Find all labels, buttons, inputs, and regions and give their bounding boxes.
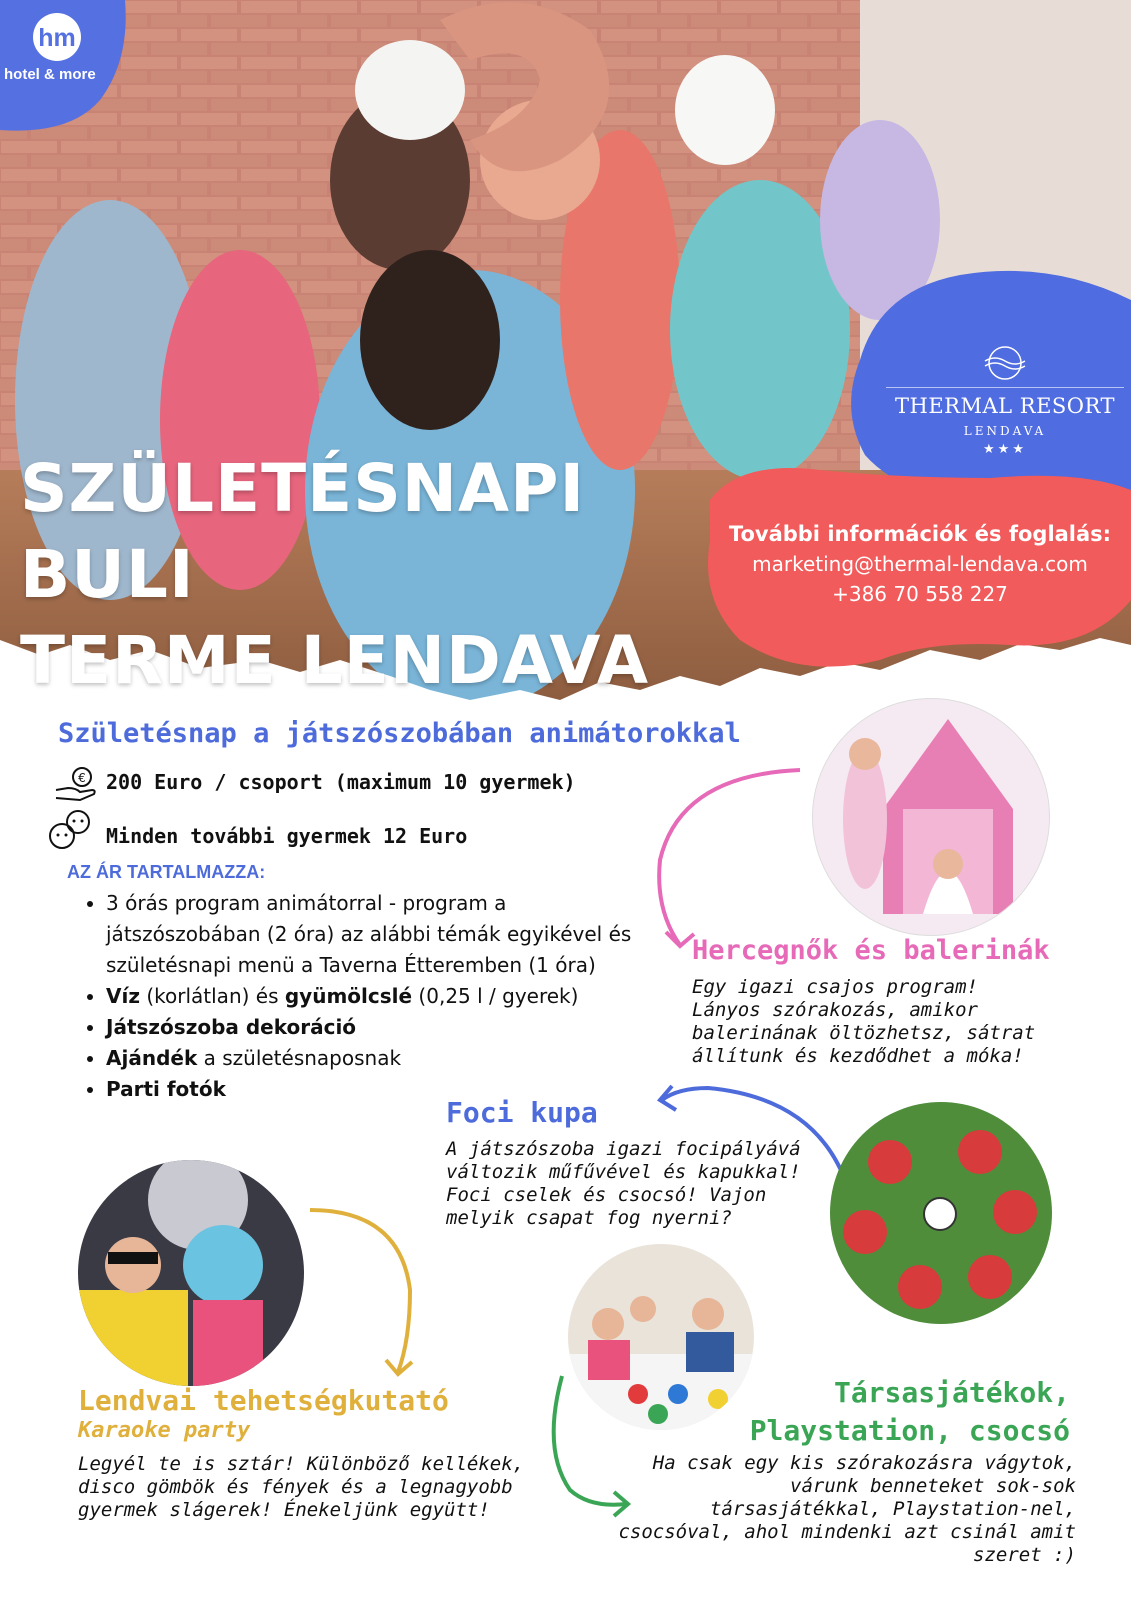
games-desc: Ha csak egy kis szórakozásra vágytok, várunk benneteket sok-sok társasjátékkal, Playstation-nel, csocsóval, ahol mindenki azt csinál amit szeret :) [618,1452,1076,1566]
karaoke-title: Lendvai tehetségkutató [78,1384,449,1417]
games-title-line-1: Társasjátékok, [833,1376,1070,1409]
waves-icon [975,345,1035,381]
football-desc: A játszószoba igazi focipályává változik műfűvével és kapukkal! Foci cselek és csocsó! Vajon melyik csapat fog nyerni? [446,1138,801,1229]
headline-line-2: TERME LENDAVA [20,622,650,699]
children-icon [42,808,98,854]
princess-desc: Egy igazi csajos program! Lányos szórakozás, amikor balerinának öltözhetsz, sátrat állítunk és kezdődhet a móka! [692,976,1036,1067]
contact-email[interactable]: marketing@thermal-lendava.com [752,552,1088,576]
hm-logo-icon [0,0,120,120]
football-title: Foci kupa [446,1096,598,1129]
list-item [106,981,636,1012]
karaoke-subtitle: Karaoke party [78,1418,251,1443]
resort-stars: ★★★ [983,442,1027,457]
pink-arrow [640,760,810,960]
gold-arrow [300,1200,430,1390]
football-photo [830,1102,1052,1324]
resort-city: LENDAVA [963,424,1047,438]
princess-photo [812,698,1050,936]
karaoke-desc: Legyél te is sztár! Különböző kellékek, disco gömbök és fények és a legnagyobb gyermek slágerek! Énekeljünk együtt! [78,1453,525,1521]
includes-title: AZ ÁR TARTALMAZZA: [67,862,266,882]
include-bold: Ajándék [106,1046,198,1070]
svg-text:€: € [78,771,86,785]
contact-phone[interactable]: +386 70 558 227 [832,582,1008,606]
brand-text: hotel & more [4,66,96,83]
include-bold: Parti fotók [106,1077,226,1101]
extra-child-line: Minden további gyermek 12 Euro [106,824,468,848]
games-title-line-2: Playstation, csocsó [749,1414,1070,1447]
include-text: (0,25 l / gyerek) [412,984,579,1008]
include-text: a születésnaposnak [197,1046,402,1070]
list-item [106,1012,636,1043]
money-hand-icon [54,766,98,802]
include-text: (korlátlan) és [139,984,285,1008]
list-item [106,888,636,981]
contact-title: További információk és foglalás: [728,522,1112,546]
contact-block [705,522,1131,606]
include-bold: Játszószoba dekoráció [106,1015,357,1039]
offer-title: Születésnap a játszószobában animátorokkal [58,718,741,749]
headline-line-1: SZÜLETÉSNAPI BULI [20,450,586,613]
resort-name: THERMAL RESORT [895,394,1115,418]
karaoke-photo [78,1160,304,1386]
include-bold: Víz [106,984,140,1008]
thermal-resort-logo [880,345,1130,457]
price-line: 200 Euro / csoport (maximum 10 gyermek) [106,770,576,794]
include-text: 3 órás program animátorral - program a játszószobában (2 óra) az alábbi témák egyikével és születésnapi menü a Taverna Étteremben (1 óra) [106,891,632,977]
includes-list [80,888,636,1105]
list-item [106,1043,636,1074]
include-bold: gyümölcslé [284,984,413,1008]
page-headline [20,446,720,704]
princess-title: Hercegnők és balerinák [692,935,1050,966]
hm-logo-mark: hm [38,24,76,52]
hotel-and-more-logo [0,0,120,120]
